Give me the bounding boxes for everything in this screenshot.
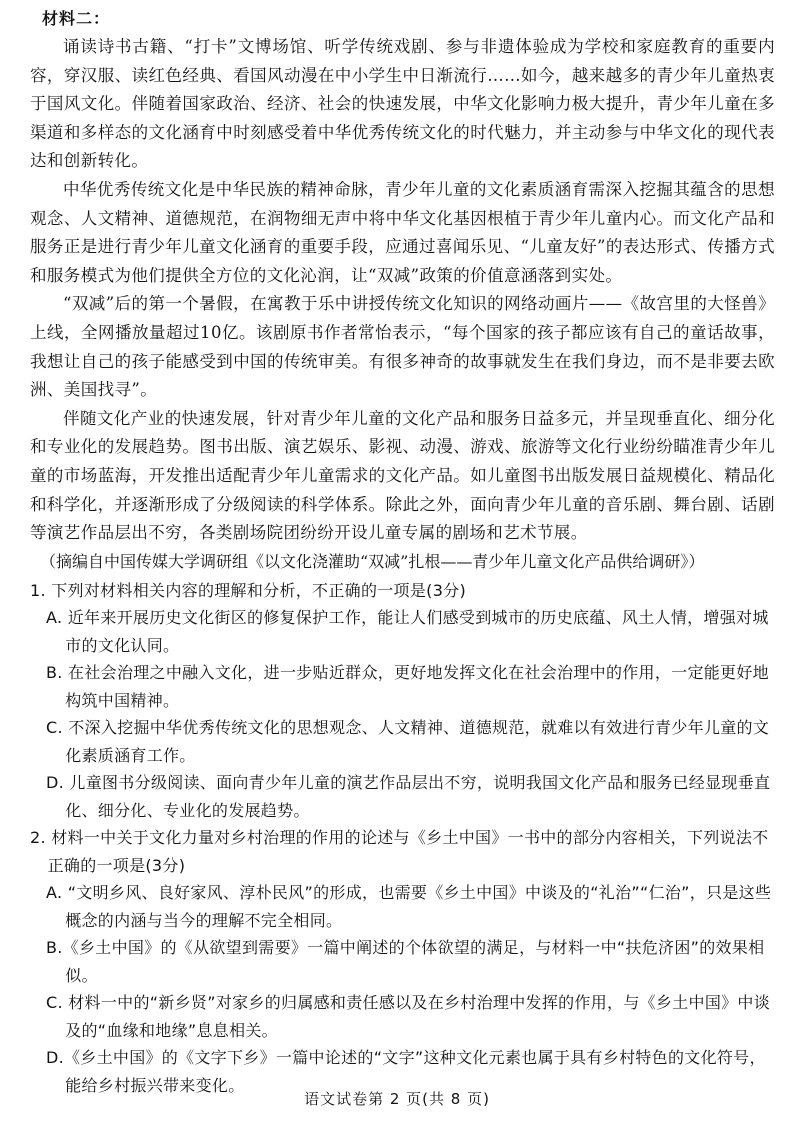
page-footer: 语文试卷第 2 页(共 8 页) — [304, 1090, 490, 1108]
material-heading: 材料二： — [42, 9, 111, 28]
question-2-option-a: A. “文明乡风、良好家风、淳朴民风”的形成，也需要《乡土中国》中谈及的“礼治”“仁治”，只是这些概念的内涵与当今的理解不完全相同。 — [46, 883, 772, 930]
question-1 — [30, 577, 775, 825]
material-paragraph-1: 诵读诗书古籍、“打卡”文博场馆、听学传统戏剧、参与非遗体验成为学校和家庭教育的重要内容，穿汉服、读红色经典、看国风动漫在中小学生中日渐流行……如今，越来越多的青少年儿童热衷于国风文化。伴随着国家政治、经济、社会的快速发展，中华文化影响力极大提升，青少年儿童在多渠道和多样态的文化涵育中时刻感受着中华优秀传统文化的时代魅力，并主动参与中华文化的现代表达和创新转化。 — [30, 37, 775, 171]
material-paragraph-3: “双减”后的第一个暑假，在寓教于乐中讲授传统文化知识的网络动画片——《故宫里的大怪兽》上线，全网播放量超过10亿。该剧原书作者常怡表示，“每个国家的孩子都应该有自己的童话故事，我想让自己的孩子能感受到中国的传统审美。有很多神奇的故事就发生在我们身边，而不是非要去欧洲、美国找寻”。 — [30, 294, 775, 400]
question-2-option-d: D.《乡土中国》的《文字下乡》一篇中论述的“文字”这种文化元素也属于具有乡村特色的文化符号，能给乡村振兴带来变化。 — [46, 1048, 766, 1095]
exam-page — [30, 0, 775, 1099]
question-2 — [30, 824, 775, 1099]
question-1-option-a: A. 近年来开展历史文化街区的修复保护工作，能让人们感受到城市的历史底蕴、风土人情，增强对城市的文化认同。 — [46, 608, 769, 655]
source-citation: （摘编自中国传媒大学调研组《以文化浇灌助“双减”扎根——青少年儿童文化产品供给调研》） — [40, 551, 705, 571]
question-1-option-c: C. 不深入挖掘中华优秀传统文化的思想观念、人文精神、道德规范，就难以有效进行青少年儿童的文化素质涵育工作。 — [46, 718, 770, 765]
question-1-option-d: D. 儿童图书分级阅读、面向青少年儿童的演艺作品层出不穷，说明我国文化产品和服务已经显现垂直化、细分化、专业化的发展趋势。 — [46, 773, 771, 820]
question-2-stem: 2. 材料一中关于文化力量对乡村治理的作用的论述与《乡土中国》一书中的部分内容相关，下列说法不正确的一项是(3分) — [30, 828, 769, 875]
material-paragraph-4: 伴随文化产业的快速发展，针对青少年儿童的文化产品和服务日益多元，并呈现垂直化、细分化和专业化的发展趋势。图书出版、演艺娱乐、影视、动漫、游戏、旅游等文化行业纷纷瞄准青少年儿童的市场蓝海，开发推出适配青少年儿童需求的文化产品。如儿童图书出版发展日益规模化、精品化和科学化，并逐渐形成了分级阅读的科学体系。除此之外，面向青少年儿童的音乐剧、舞台剧、话剧等演艺作品层出不穷，各类剧场院团纷纷开设儿童专属的剧场和艺术节展。 — [30, 408, 775, 543]
question-1-stem: 1. 下列对材料相关内容的理解和分析，不正确的一项是(3分) — [30, 580, 467, 600]
material-paragraph-2: 中华优秀传统文化是中华民族的精神命脉，青少年儿童的文化素质涵育需深入挖掘其蕴含的思想观念、人文精神、道德规范，在润物细无声中将中华文化基因根植于青少年儿童内心。而文化产品和服务正是进行青少年儿童文化涵育的重要手段，应通过喜闻乐见、“儿童友好”的表达形式、传播方式和服务模式为他们提供全方位的文化沁润，让“双减”政策的价值意涵落到实处。 — [30, 179, 775, 285]
question-1-option-b: B. 在社会治理之中融入文化，进一步贴近群众，更好地发挥文化在社会治理中的作用，一定能更好地构筑中国精神。 — [46, 663, 769, 710]
question-2-option-c: C. 材料一中的“新乡贤”对家乡的归属感和责任感以及在乡村治理中发挥的作用，与《乡土中国》中谈及的“血缘和地缘”息息相关。 — [46, 993, 771, 1040]
question-2-option-b: B.《乡土中国》的《从欲望到需要》一篇中阐述的个体欲望的满足，与材料一中“扶危济困”的效果相似。 — [46, 938, 765, 985]
